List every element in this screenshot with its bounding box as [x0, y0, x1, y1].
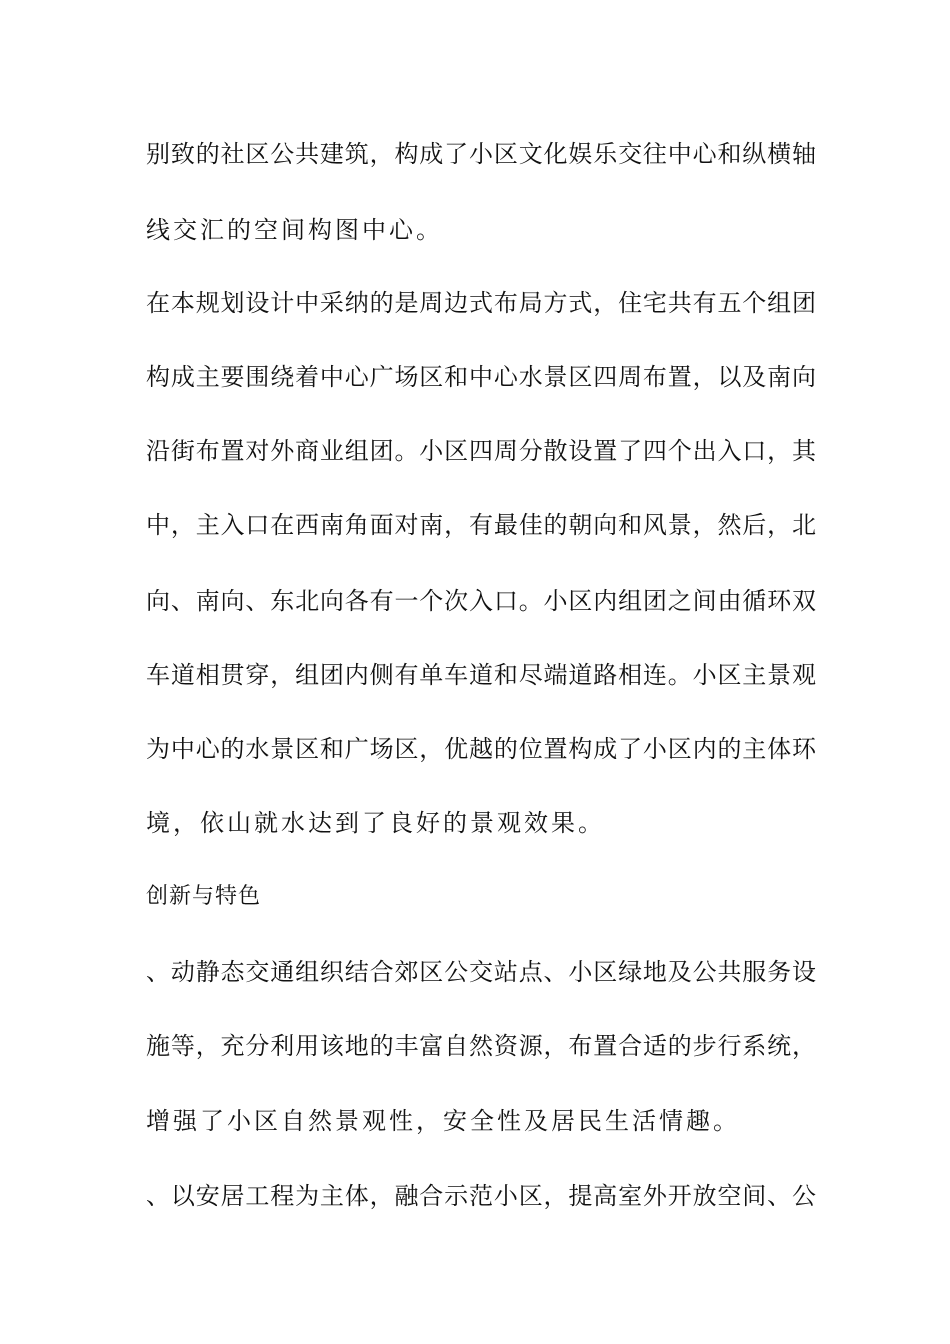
- text-line: 在本规划设计中采纳的是周边式布局方式，住宅共有五个组团: [146, 289, 816, 317]
- text-line: 中，主入口在西南角面对南，有最佳的朝向和风景，然后，北: [146, 511, 816, 539]
- text-line: 向、南向、东北向各有一个次入口。小区内组团之间由循环双: [146, 587, 816, 615]
- text-line: 车道相贯穿，组团内侧有单车道和尽端道路相连。小区主景观: [146, 661, 816, 689]
- text-line: 沿街布置对外商业组团。小区四周分散设置了四个出入口，其: [146, 437, 816, 465]
- text-line: 别致的社区公共建筑，构成了小区文化娱乐交往中心和纵横轴: [146, 140, 816, 168]
- text-line: 施等，充分利用该地的丰富自然资源，布置合适的步行系统，: [146, 1032, 816, 1060]
- text-line: 线交汇的空间构图中心。: [146, 216, 443, 244]
- text-line: 境，依山就水达到了良好的景观效果。: [146, 809, 605, 837]
- text-line: 增强了小区自然景观性，安全性及居民生活情趣。: [146, 1107, 740, 1135]
- text-line: 为中心的水景区和广场区，优越的位置构成了小区内的主体环: [146, 735, 816, 763]
- text-line: 构成主要围绕着中心广场区和中心水景区四周布置，以及南向: [146, 363, 816, 391]
- text-line: 、以安居工程为主体，融合示范小区，提高室外开放空间、公: [146, 1182, 816, 1210]
- section-heading: 创新与特色: [146, 884, 262, 909]
- text-line: 、动静态交通组织结合郊区公交站点、小区绿地及公共服务设: [146, 958, 816, 986]
